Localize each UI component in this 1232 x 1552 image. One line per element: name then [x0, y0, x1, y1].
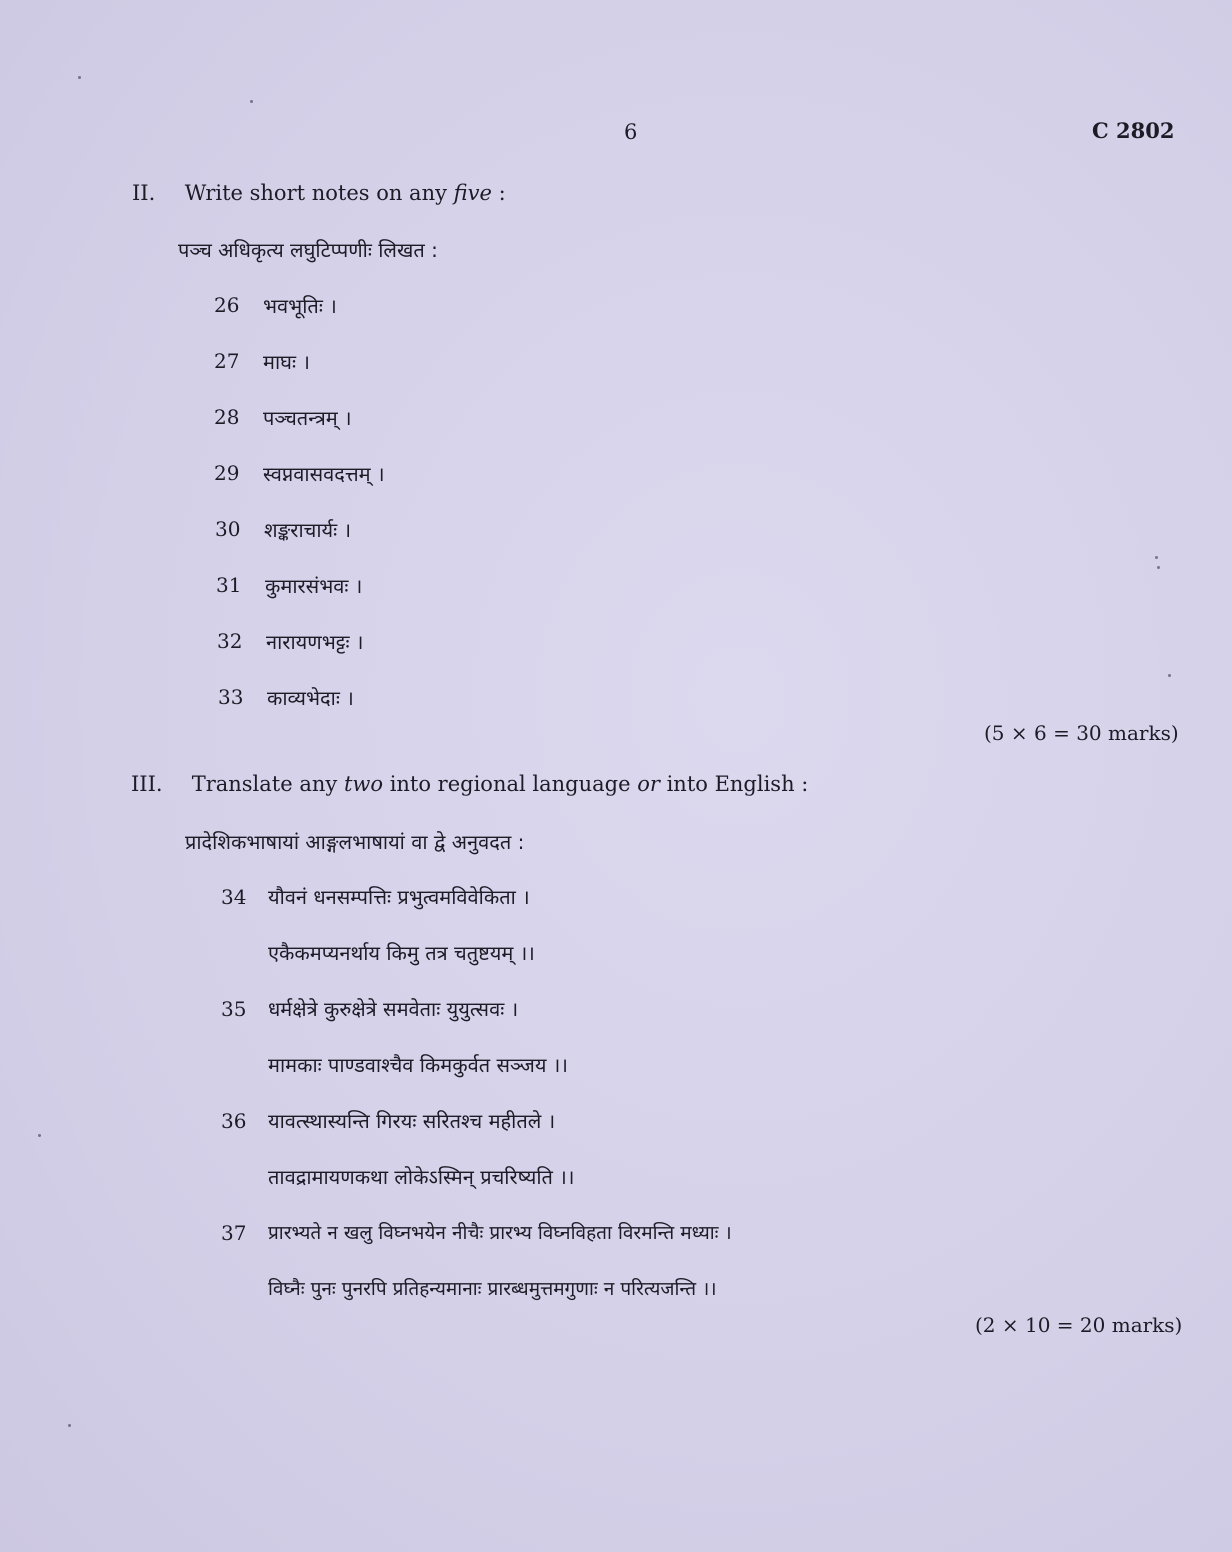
verse-line-2: तावद्रामायणकथा लोकेऽस्मिन् प्रचरिष्यति ।। [268, 1165, 575, 1189]
verse-line-2: मामकाः पाण्डवाश्चैव किमकुर्वत सञ्जय ।। [268, 1053, 568, 1077]
section-2-number: II. [132, 181, 156, 205]
section-2-instruction: पञ्च अधिकृत्य लघुटिप्पणीः लिखत : [178, 238, 438, 262]
scan-speck [250, 100, 253, 103]
verse-line-1: यौवनं धनसम्पत्तिः प्रभुत्वमविवेकिता । [268, 885, 530, 909]
verse-line-1: यावत्स्थास्यन्ति गिरयः सरितश्च महीतले । [268, 1109, 556, 1133]
section-3-title-em-or: or [637, 772, 660, 796]
item-text: नारायणभट्टः । [266, 630, 364, 654]
section-3-marks: (2 × 10 = 20 marks) [975, 1313, 1183, 1337]
item-number: 35 [221, 997, 247, 1021]
item-number: 32 [217, 629, 243, 653]
item-text: भवभूतिः । [263, 294, 337, 318]
scan-speck [38, 1134, 41, 1137]
page-number: 6 [624, 120, 638, 144]
item-number: 27 [214, 349, 240, 373]
section-2-title-after: : [498, 181, 506, 205]
verse-line-2: विघ्नैः पुनः पुनरपि प्रतिहन्यमानाः प्रारब्धमुत्तमगुणाः न परित्यजन्ति ।। [268, 1278, 717, 1300]
item-text: काव्यभेदाः । [267, 686, 354, 710]
scan-speck [1168, 674, 1171, 677]
scan-speck [1157, 566, 1160, 569]
item-number: 28 [214, 405, 240, 429]
section-3-title-mid: into regional language [389, 772, 631, 796]
section-3-title-em-two: two [343, 772, 383, 796]
section-3-number: III. [131, 772, 163, 796]
item-text: कुमारसंभवः । [265, 574, 363, 598]
item-text: स्वप्नवासवदत्तम् । [263, 462, 385, 486]
section-2-title-em: five [453, 181, 492, 205]
item-number: 36 [221, 1109, 247, 1133]
scan-speck [1155, 556, 1158, 559]
section-3-instruction: प्रादेशिकभाषायां आङ्गलभाषायां वा द्वे अनुवदत : [185, 830, 525, 854]
verse-line-1: प्रारभ्यते न खलु विघ्नभयेन नीचैः प्रारभ्य विघ्नविहता विरमन्ति मध्याः । [268, 1222, 732, 1244]
verse-line-1: धर्मक्षेत्रे कुरुक्षेत्रे समवेताः युयुत्सवः । [268, 997, 519, 1021]
section-3-title-before: Translate any [191, 772, 338, 796]
section-2-title-before: Write short notes on any [184, 181, 447, 205]
item-number: 37 [221, 1221, 247, 1245]
section-2-marks: (5 × 6 = 30 marks) [984, 721, 1179, 745]
section-2-heading [132, 181, 506, 205]
item-text: शङ्कराचार्यः । [264, 518, 352, 542]
scan-speck [78, 76, 81, 79]
item-number: 26 [214, 293, 240, 317]
verse-line-2: एकैकमप्यनर्थाय किमु तत्र चतुष्टयम् ।। [268, 941, 535, 965]
section-3-title-after: into English : [666, 772, 809, 796]
item-text: पञ्चतन्त्रम् । [263, 406, 352, 430]
paper-code: C 2802 [1092, 118, 1175, 143]
item-number: 29 [214, 461, 240, 485]
item-number: 31 [216, 573, 242, 597]
item-number: 34 [221, 885, 247, 909]
scan-speck [68, 1424, 71, 1427]
section-3-heading [131, 772, 808, 796]
item-number: 30 [215, 517, 241, 541]
item-text: माघः । [263, 350, 310, 374]
item-number: 33 [218, 685, 244, 709]
